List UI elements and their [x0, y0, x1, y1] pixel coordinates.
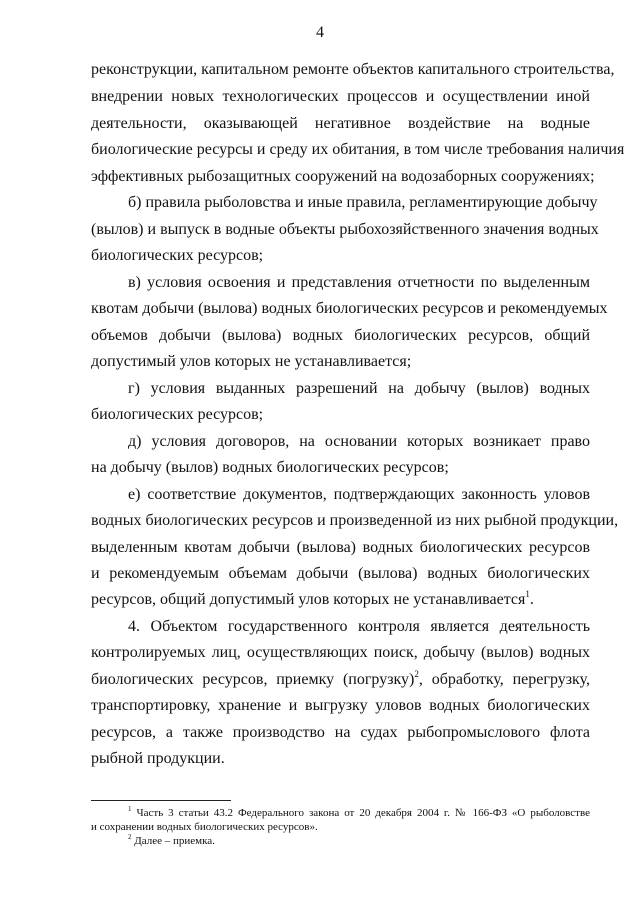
footnote-ref: 1 — [525, 589, 530, 599]
text-line: биологических ресурсов; — [91, 247, 264, 264]
footnote-text: Далее – приемка. — [134, 835, 215, 847]
text-fragment: . — [529, 591, 534, 608]
text-line: допустимый улов которых не устанавливается; — [91, 353, 412, 370]
text-line: биологических ресурсов; — [91, 406, 264, 423]
text-line: биологические ресурсы и среду их обитания, в том числе требования наличия — [91, 141, 625, 158]
footnote-line: и сохранении водных биологических ресурсов». — [91, 821, 318, 833]
footnote-line — [128, 806, 590, 820]
text-fragment: , обработку, перегрузку, — [418, 671, 590, 688]
text-line — [91, 591, 590, 609]
footnote-marker: 2 — [128, 833, 132, 841]
text-line: реконструкции, капитальном ремонте объектов капитального строительства, — [91, 61, 615, 78]
footnote-separator — [91, 800, 231, 801]
text-line: на добычу (вылов) водных биологических ресурсов; — [91, 459, 449, 476]
text-line: б) правила рыболовства и иные правила, регламентирующие добычу — [128, 194, 598, 211]
text-line: 4. Объектом государственного контроля является деятельность — [128, 618, 590, 635]
text-line: (вылов) и выпуск в водные объекты рыбохозяйственного значения водных — [91, 221, 599, 238]
text-line: д) условия договоров, на основании которых возникает право — [128, 433, 590, 450]
page-number: 4 — [316, 24, 324, 41]
text-line: г) условия выданных разрешений на добычу (вылов) водных — [128, 380, 590, 397]
text-line: внедрении новых технологических процессов и осуществлении иной — [91, 88, 590, 105]
footnote-ref: 2 — [414, 669, 419, 679]
text-line — [91, 671, 590, 689]
text-line: транспортировку, хранение и выгрузку уловов водных биологических — [91, 697, 590, 714]
text-fragment: биологических ресурсов, приемку (погрузку) — [91, 671, 415, 688]
text-line: выделенным квотам добычи (вылова) водных биологических ресурсов — [91, 539, 590, 556]
footnote-line — [128, 834, 590, 848]
text-line: рыбной продукции. — [91, 750, 225, 767]
text-line: объемов добычи (вылова) водных биологических ресурсов, общий — [91, 327, 590, 344]
text-line: квотам добычи (вылова) водных биологических ресурсов и рекомендуемых — [91, 300, 608, 317]
text-line: водных биологических ресурсов и произведенной из них рыбной продукции, — [91, 512, 619, 529]
footnote-text: Часть 3 статьи 43.2 Федерального закона от 20 декабря 2004 г. № 166-ФЗ «О рыболовстве — [136, 807, 590, 819]
text-line: деятельности, оказывающей негативное воздействие на водные — [91, 115, 590, 132]
text-line: в) условия освоения и представления отчетности по выделенным — [128, 274, 590, 291]
footnote-marker: 1 — [128, 805, 132, 813]
text-line: и рекомендуемым объемам добычи (вылова) водных биологических — [91, 565, 590, 582]
text-line: эффективных рыбозащитных сооружений на водозаборных сооружениях; — [91, 168, 595, 185]
text-line: е) соответствие документов, подтверждающих законность уловов — [128, 486, 590, 503]
text-line: контролируемых лиц, осуществляющих поиск, добычу (вылов) водных — [91, 644, 590, 661]
text-fragment: ресурсов, общий допустимый улов которых не устанавливается — [91, 591, 526, 608]
text-line: ресурсов, а также производство на судах рыбопромыслового флота — [91, 724, 590, 741]
